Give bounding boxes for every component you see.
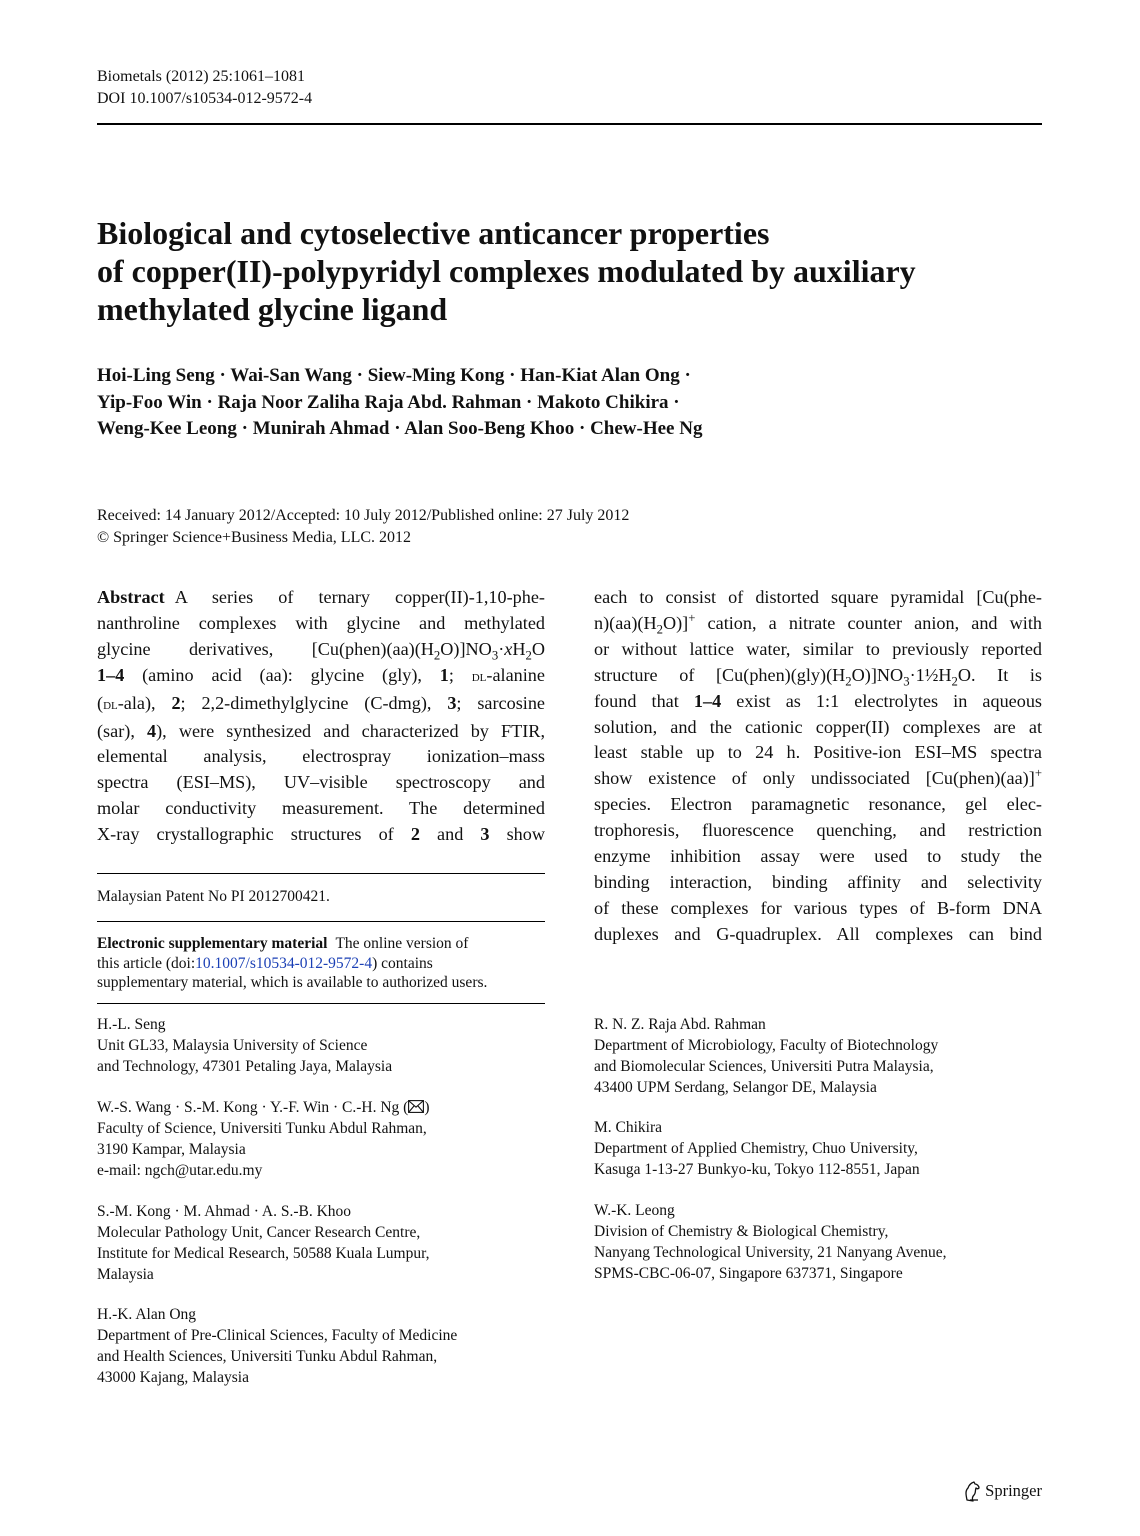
author: Hoi-Ling Seng bbox=[97, 365, 215, 386]
title-line-3: methylated glycine ligand bbox=[97, 291, 448, 327]
abstract-right-column bbox=[594, 585, 1042, 948]
abstract-text: (dl-ala), 2; 2,2-dimethylglycine (C-dmg), 3; sarcosine bbox=[97, 692, 545, 713]
affiliation-line: Department of Pre-Clinical Sciences, Faculty of Medicine bbox=[97, 1327, 458, 1344]
abstract-text: glycine derivatives, $[Cu(phen)(aa)(H_2O)]NO_3\cdot xH_2O$ bbox=[97, 638, 545, 663]
publisher-name: Springer bbox=[985, 1481, 1042, 1500]
author-separator: · bbox=[241, 418, 248, 439]
dates-line: Received: 14 January 2012/Accepted: 10 July 2012/Published online: 27 July 2012 bbox=[97, 507, 630, 524]
abstract-text: of these complexes for various types of B-form DNA bbox=[594, 897, 1042, 918]
affiliation-block bbox=[97, 1201, 557, 1285]
affiliation-line: Division of Chemistry & Biological Chemistry, bbox=[594, 1223, 889, 1240]
author-separator: · bbox=[394, 418, 401, 439]
affiliation-line: and Health Sciences, Universiti Tunku Abdul Rahman, bbox=[97, 1348, 438, 1365]
author-separator: · bbox=[526, 391, 533, 413]
received-date: Received: 14 January 2012 bbox=[97, 507, 271, 524]
author: Makoto Chikira bbox=[537, 391, 669, 413]
affiliation-names: W.-K. Leong bbox=[594, 1202, 675, 1219]
affiliation-block bbox=[97, 1014, 557, 1077]
abstract-text: molar conductivity measurement. The determined bbox=[97, 798, 545, 819]
affiliation-line: Nanyang Technological University, 21 Nanyang Avenue, bbox=[594, 1244, 947, 1261]
publication-dates bbox=[97, 505, 1037, 549]
affiliation-line: Unit GL33, Malaysia University of Science bbox=[97, 1037, 368, 1054]
affiliation-names: H.-L. Seng bbox=[97, 1016, 166, 1033]
title-line-2: of copper(II)-polypyridyl complexes modulated by auxiliary bbox=[97, 253, 916, 289]
author: Munirah Ahmad bbox=[252, 418, 390, 439]
affiliation-line: and Technology, 47301 Petaling Jaya, Malaysia bbox=[97, 1058, 393, 1075]
esm-text: The online version of bbox=[335, 935, 469, 952]
affiliation-line: 43000 Kajang, Malaysia bbox=[97, 1369, 249, 1386]
affiliation-names: M. Chikira bbox=[594, 1119, 663, 1136]
doi-line: DOI 10.1007/s10534-012-9572-4 bbox=[97, 90, 313, 107]
esm-text: supplementary material, which is available to authorized users. bbox=[97, 974, 488, 991]
author-line-3 bbox=[97, 416, 1037, 443]
supplementary-note bbox=[97, 934, 549, 993]
affiliation-line: Department of Microbiology, Faculty of Biotechnology bbox=[594, 1037, 939, 1054]
publisher-logo bbox=[962, 1480, 1042, 1502]
author: Raja Noor Zaliha Raja Abd. Rahman bbox=[217, 391, 522, 413]
abstract-text: (sar), 4), were synthesized and characterized by FTIR, bbox=[97, 720, 545, 741]
affiliation-line: 43400 UPM Serdang, Selangor DE, Malaysia bbox=[594, 1079, 877, 1096]
article-title bbox=[97, 214, 1037, 328]
journal-citation bbox=[97, 66, 312, 110]
abstract-left-column bbox=[97, 585, 545, 848]
email-line: e-mail: ngch@utar.edu.my bbox=[97, 1162, 263, 1179]
abstract-text: A series of ternary copper(II)-1,10-phe- bbox=[174, 587, 545, 607]
affiliation-line: Faculty of Science, Universiti Tunku Abdul Rahman, bbox=[97, 1120, 427, 1137]
accepted-date: Accepted: 10 July 2012 bbox=[275, 507, 427, 524]
author-separator: · bbox=[673, 391, 680, 413]
affiliation-block bbox=[594, 1117, 1042, 1180]
author-separator: · bbox=[578, 418, 586, 439]
author: Weng-Kee Leong bbox=[97, 418, 237, 439]
abstract-text: duplexes and G-quadruplex. All complexes can bind bbox=[594, 923, 1042, 944]
author-list bbox=[97, 363, 1037, 443]
journal-line: Biometals (2012) 25:1061–1081 bbox=[97, 68, 305, 85]
abstract-text: enzyme inhibition assay were used to study the bbox=[594, 846, 1042, 867]
esm-text: this article (doi: bbox=[97, 954, 196, 972]
affiliation-line: SPMS-CBC-06-07, Singapore 637371, Singapore bbox=[594, 1265, 903, 1282]
abstract-text: X-ray crystallographic structures of 2 and 3 show bbox=[97, 824, 546, 845]
author-separator: · bbox=[509, 365, 516, 386]
affiliation-block bbox=[97, 1304, 557, 1388]
affiliation-line: Department of Applied Chemistry, Chuo University, bbox=[594, 1140, 918, 1157]
esm-text: ) contains bbox=[372, 954, 433, 972]
affiliation-names: H.-K. Alan Ong bbox=[97, 1306, 197, 1323]
doi-link[interactable]: 10.1007/s10534-012-9572-4 bbox=[195, 954, 373, 972]
affiliation-block bbox=[97, 1097, 557, 1181]
author: Chew-Hee Ng bbox=[590, 418, 703, 439]
footnote-rule bbox=[97, 873, 545, 874]
published-date: Published online: 27 July 2012 bbox=[431, 507, 630, 524]
author: Wai-San Wang bbox=[230, 365, 352, 386]
affiliation-block bbox=[594, 1200, 1042, 1284]
title-line-1: Biological and cytoselective anticancer properties bbox=[97, 215, 770, 251]
author: Alan Soo-Beng Khoo bbox=[404, 418, 575, 439]
copyright-line: © Springer Science+Business Media, LLC. 2012 bbox=[97, 529, 412, 546]
author-separator: · bbox=[206, 391, 213, 413]
affiliation-names: R. N. Z. Raja Abd. Rahman bbox=[594, 1016, 766, 1033]
affiliation-line: Institute for Medical Research, 50588 Kuala Lumpur, bbox=[97, 1245, 430, 1262]
abstract-text: structure of $[Cu(phen)(gly)(H_2O)]NO_3\cdot 1\frac{1}{2}H_2O$. It is bbox=[594, 664, 1042, 689]
abstract-text: nanthroline complexes with glycine and methylated bbox=[97, 612, 545, 633]
abstract-text: spectra (ESI–MS), UV–visible spectroscopy and bbox=[97, 772, 545, 793]
header-rule bbox=[97, 123, 1042, 125]
author: Yip-Foo Win bbox=[97, 391, 202, 413]
affiliation-line: 3190 Kampar, Malaysia bbox=[97, 1141, 246, 1158]
author: Siew-Ming Kong bbox=[367, 365, 505, 386]
affiliation-line: Malaysia bbox=[97, 1266, 154, 1283]
abstract-text: species. Electron paramagnetic resonance, gel elec- bbox=[594, 794, 1042, 815]
abstract-text: each to consist of distorted square pyramidal [Cu(phe- bbox=[594, 587, 1042, 607]
esm-heading: Electronic supplementary material bbox=[97, 935, 328, 952]
footnote-rule bbox=[97, 921, 545, 922]
abstract-text: least stable up to 24 h. Positive-ion ESI–MS spectra bbox=[594, 742, 1042, 763]
envelope-icon bbox=[408, 1100, 424, 1113]
abstract-text: elemental analysis, electrospray ionization–mass bbox=[97, 746, 545, 767]
abstract-text: binding interaction, binding affinity and selectivity bbox=[594, 871, 1042, 892]
affiliation-line: Kasuga 1-13-27 Bunkyo-ku, Tokyo 112-8551, Japan bbox=[594, 1161, 920, 1178]
affiliation-line: and Biomolecular Sciences, Universiti Putra Malaysia, bbox=[594, 1058, 934, 1075]
author-line-1 bbox=[97, 363, 1037, 390]
affiliation-line: Molecular Pathology Unit, Cancer Research Centre, bbox=[97, 1224, 421, 1241]
abstract-text: or without lattice water, similar to previously reported bbox=[594, 638, 1042, 659]
patent-note: Malaysian Patent No PI 2012700421. bbox=[97, 888, 330, 905]
affiliation-names: S.-M. Kong · M. Ahmad · A. S.-B. Khoo bbox=[97, 1203, 352, 1220]
abstract-text: found that 1–4 exist as 1:1 electrolytes in aqueous bbox=[594, 690, 1042, 711]
abstract-text: show existence of only undissociated [Cu(phen)(aa)]+ bbox=[594, 766, 1042, 789]
abstract-text: $n)(aa)(H_2O)]^+$ cation, a nitrate counter anion, and with bbox=[594, 610, 1042, 637]
affiliation-block bbox=[594, 1014, 1042, 1098]
abstract-text: trophoresis, fluorescence quenching, and restriction bbox=[594, 820, 1042, 841]
affiliation-names: W.-S. Wang · S.-M. Kong · Y.-F. Win · C.-H. Ng ( ) bbox=[97, 1099, 430, 1116]
abstract-heading: Abstract bbox=[97, 587, 165, 607]
abstract-text: solution, and the cationic copper(II) complexes are at bbox=[594, 716, 1042, 737]
abstract-text: 1–4 (amino acid (aa): glycine (gly), 1; dl-alanine bbox=[97, 664, 545, 685]
author-separator: · bbox=[356, 365, 363, 386]
springer-horse-icon bbox=[962, 1480, 982, 1502]
author: Han-Kiat Alan Ong bbox=[520, 365, 680, 386]
author-separator: · bbox=[219, 365, 226, 386]
author-line-2 bbox=[97, 390, 1037, 417]
footnote-rule bbox=[97, 1003, 545, 1004]
author-separator: · bbox=[684, 365, 691, 386]
